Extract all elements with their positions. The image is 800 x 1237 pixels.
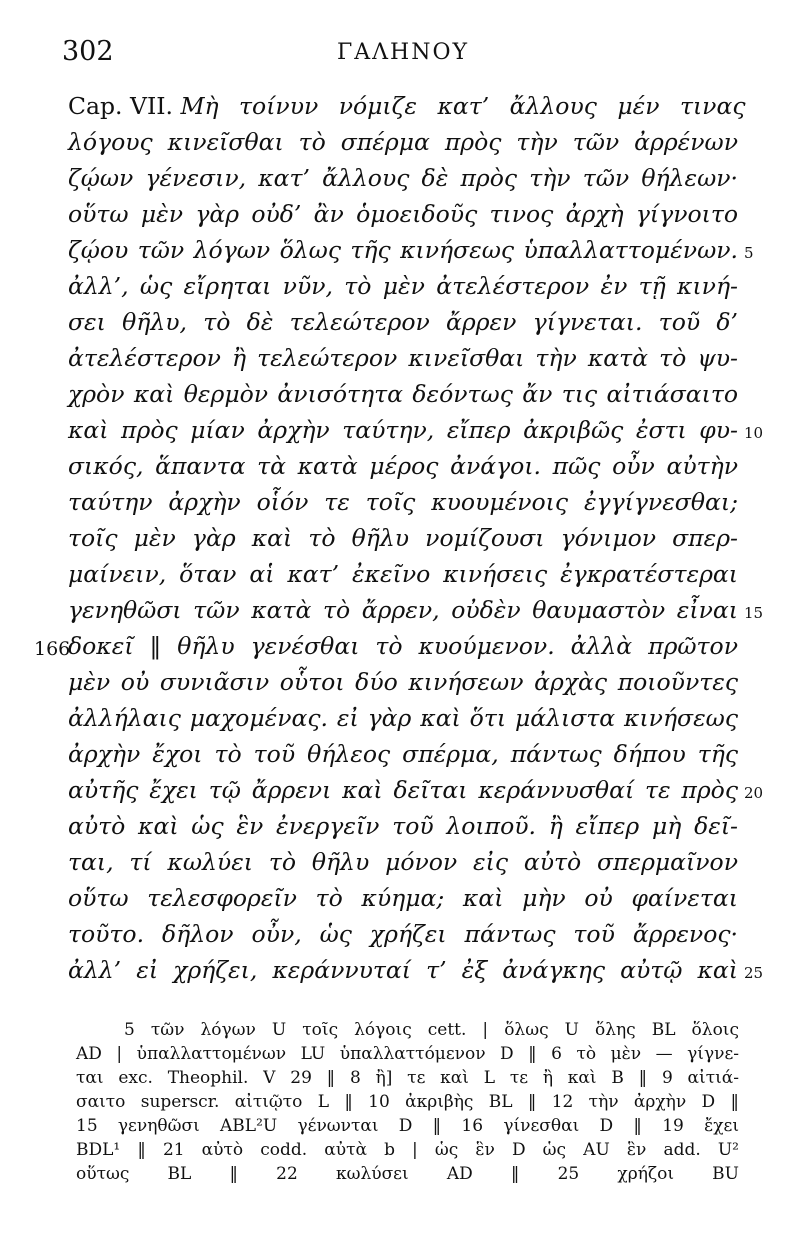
text-line-7 xyxy=(68,308,738,344)
apparatus-line-content: 15 γενηθῶσι ABL²U γένωνται D ‖ 16 γίνεσθαι D ‖ 19 ἔχει xyxy=(76,1116,739,1136)
apparatus-line-3 xyxy=(76,1068,739,1092)
text-line-4 xyxy=(68,200,738,236)
apparatus-line-content: 5 τῶν λόγων U τοῖς λόγοις cett. | ὅλως U ὅλης BL ὅλοις xyxy=(124,1020,739,1040)
text-line-3 xyxy=(68,164,738,200)
text-line-content: γενηθῶσι τῶν κατὰ τὸ ἄρρεν, οὐδὲν θαυμαστὸν εἶναι xyxy=(68,596,738,624)
apparatus-line-content: σαιτο superscr. αἰτιῷτο L ‖ 10 ἀκριβὴς BL ‖ 12 τὴν ἀρχὴν D ‖ xyxy=(76,1092,739,1112)
text-line-content: χρὸν καὶ θερμὸν ἀνισότητα δεόντως ἄν τις αἰτιάσαιτο xyxy=(68,380,738,408)
text-line-16 xyxy=(68,632,738,668)
text-line-content: ἀτελέστερον ἢ τελεώτερον κινεῖσθαι τὴν κατὰ τὸ ψυ- xyxy=(68,344,738,372)
text-line-content: λόγους κινεῖσθαι τὸ σπέρμα πρὸς τὴν τῶν ἀρρένων xyxy=(68,128,738,156)
text-line-content: καὶ πρὸς μίαν ἀρχὴν ταύτην, εἴπερ ἀκριβῶς ἐστι φυ- xyxy=(68,416,738,444)
text-line-content: οὕτω τελεσφορεῖν τὸ κύημα; καὶ μὴν οὐ φαίνεται xyxy=(68,884,738,912)
apparatus-line-5 xyxy=(76,1116,739,1140)
text-line-17 xyxy=(68,668,738,704)
text-line-21 xyxy=(68,812,738,848)
text-line-14 xyxy=(68,560,738,596)
page-number: 302 xyxy=(62,36,114,67)
line-number-20: 20 xyxy=(744,784,764,802)
apparatus-line-1 xyxy=(124,1020,739,1044)
text-line-content: σικός, ἅπαντα τὰ κατὰ μέρος ἀνάγοι. πῶς οὖν αὐτὴν xyxy=(68,452,738,480)
running-head: ΓΑΛΗΝΟΥ xyxy=(337,40,470,65)
line-number-10: 10 xyxy=(744,424,764,442)
text-line-22 xyxy=(68,848,738,884)
page-header xyxy=(0,36,800,76)
text-line-content: ταύτην ἀρχὴν οἷόν τε τοῖς κυουμένοις ἐγγίγνεσθαι; xyxy=(68,488,738,516)
text-line-1 xyxy=(68,92,746,128)
apparatus-line-7 xyxy=(76,1164,739,1188)
text-line-content: τοῦτο. δῆλον οὖν, ὡς χρήζει πάντως τοῦ ἄρρενος· xyxy=(68,920,738,948)
text-line-content: ἀλλήλαις μαχομένας. εἰ γὰρ καὶ ὅτι μάλιστα κινήσεως xyxy=(68,704,738,732)
text-line-content: μαίνειν, ὅταν αἱ κατ’ ἐκεῖνο κινήσεις ἐγκρατέστεραι xyxy=(68,560,738,588)
text-line-20 xyxy=(68,776,738,812)
text-line-content: οὕτω μὲν γὰρ οὐδ’ ἂν ὁμοειδοῦς τινος ἀρχὴ γίγνοιτο xyxy=(68,200,738,228)
apparatus-line-4 xyxy=(76,1092,739,1116)
chapter-label: Cap. VII. xyxy=(68,92,173,120)
apparatus-line-content: ται exc. Theophil. V 29 ‖ 8 ἢ] τε καὶ L τε ἢ καὶ B ‖ 9 αἰτιά- xyxy=(76,1068,739,1088)
apparatus-line-content: οὕτως BL ‖ 22 κωλύσει AD ‖ 25 χρήζοι BU xyxy=(76,1164,739,1184)
text-line-11 xyxy=(68,452,738,488)
line-number-5: 5 xyxy=(744,244,754,262)
text-line-15 xyxy=(68,596,738,632)
text-line-10 xyxy=(68,416,738,452)
text-line-content: αὐτῆς ἔχει τῷ ἄρρενι καὶ δεῖται κεράννυσθαί τε πρὸς xyxy=(68,776,738,804)
text-line-content: ἀλλ’ εἰ χρήζει, κεράννυταί τ’ ἐξ ἀνάγκης αὐτῷ καὶ xyxy=(68,956,738,984)
apparatus-line-6 xyxy=(76,1140,739,1164)
margin-page-reference: 166 xyxy=(34,638,71,660)
text-line-content: ζῴων γένεσιν, κατ’ ἄλλους δὲ πρὸς τὴν τῶν θήλεων· xyxy=(68,164,738,192)
text-line-24 xyxy=(68,920,738,956)
text-line-19 xyxy=(68,740,738,776)
text-line-content: σει θῆλυ, τὸ δὲ τελεώτερον ἄρρεν γίγνεται. τοῦ δ’ xyxy=(68,308,738,336)
text-line-content: ζῴου τῶν λόγων ὅλως τῆς κινήσεως ὑπαλλαττομένων. xyxy=(68,236,738,264)
apparatus-line-content: AD | ὑπαλλαττομένων LU ὑπαλλαττόμενον D ‖ 6 τὸ μὲν — γίγνε- xyxy=(76,1044,739,1064)
text-line-content: ἀρχὴν ἔχοι τὸ τοῦ θήλεος σπέρμα, πάντως δήπου τῆς xyxy=(68,740,738,768)
line-number-25: 25 xyxy=(744,964,764,982)
text-line-12 xyxy=(68,488,738,524)
text-line-8 xyxy=(68,344,738,380)
text-line-1-content: Μὴ τοίνυν νόμιζε κατ’ ἄλλους μέν τινας xyxy=(180,92,746,120)
text-line-content: αὐτὸ καὶ ὡς ἓν ἐνεργεῖν τοῦ λοιποῦ. ἢ εἴπερ μὴ δεῖ- xyxy=(68,812,738,840)
text-line-content: ἀλλ’, ὡς εἴρηται νῦν, τὸ μὲν ἀτελέστερον ἐν τῇ κινή- xyxy=(68,272,738,300)
text-line-2 xyxy=(68,128,738,164)
text-line-18 xyxy=(68,704,738,740)
apparatus-line-2 xyxy=(76,1044,739,1068)
text-line-13 xyxy=(68,524,738,560)
text-line-content: τοῖς μὲν γὰρ καὶ τὸ θῆλυ νομίζουσι γόνιμον σπερ- xyxy=(68,524,738,552)
text-line-9 xyxy=(68,380,738,416)
apparatus-line-content: BDL¹ ‖ 21 αὐτὸ codd. αὐτὰ b | ὡς ἓν D ὡς AU ἓν add. U² xyxy=(76,1140,739,1160)
line-number-15: 15 xyxy=(744,604,764,622)
text-line-content: μὲν οὐ συνιᾶσιν οὗτοι δύο κινήσεων ἀρχὰς ποιοῦντες xyxy=(68,668,738,696)
text-line-5 xyxy=(68,236,738,272)
text-line-23 xyxy=(68,884,738,920)
text-line-6 xyxy=(68,272,738,308)
text-line-content: δοκεῖ ‖ θῆλυ γενέσθαι τὸ κυούμενον. ἀλλὰ πρῶτον xyxy=(68,632,738,660)
text-line-content: ται, τί κωλύει τὸ θῆλυ μόνον εἰς αὐτὸ σπερμαῖνον xyxy=(68,848,738,876)
text-line-25 xyxy=(68,956,738,992)
